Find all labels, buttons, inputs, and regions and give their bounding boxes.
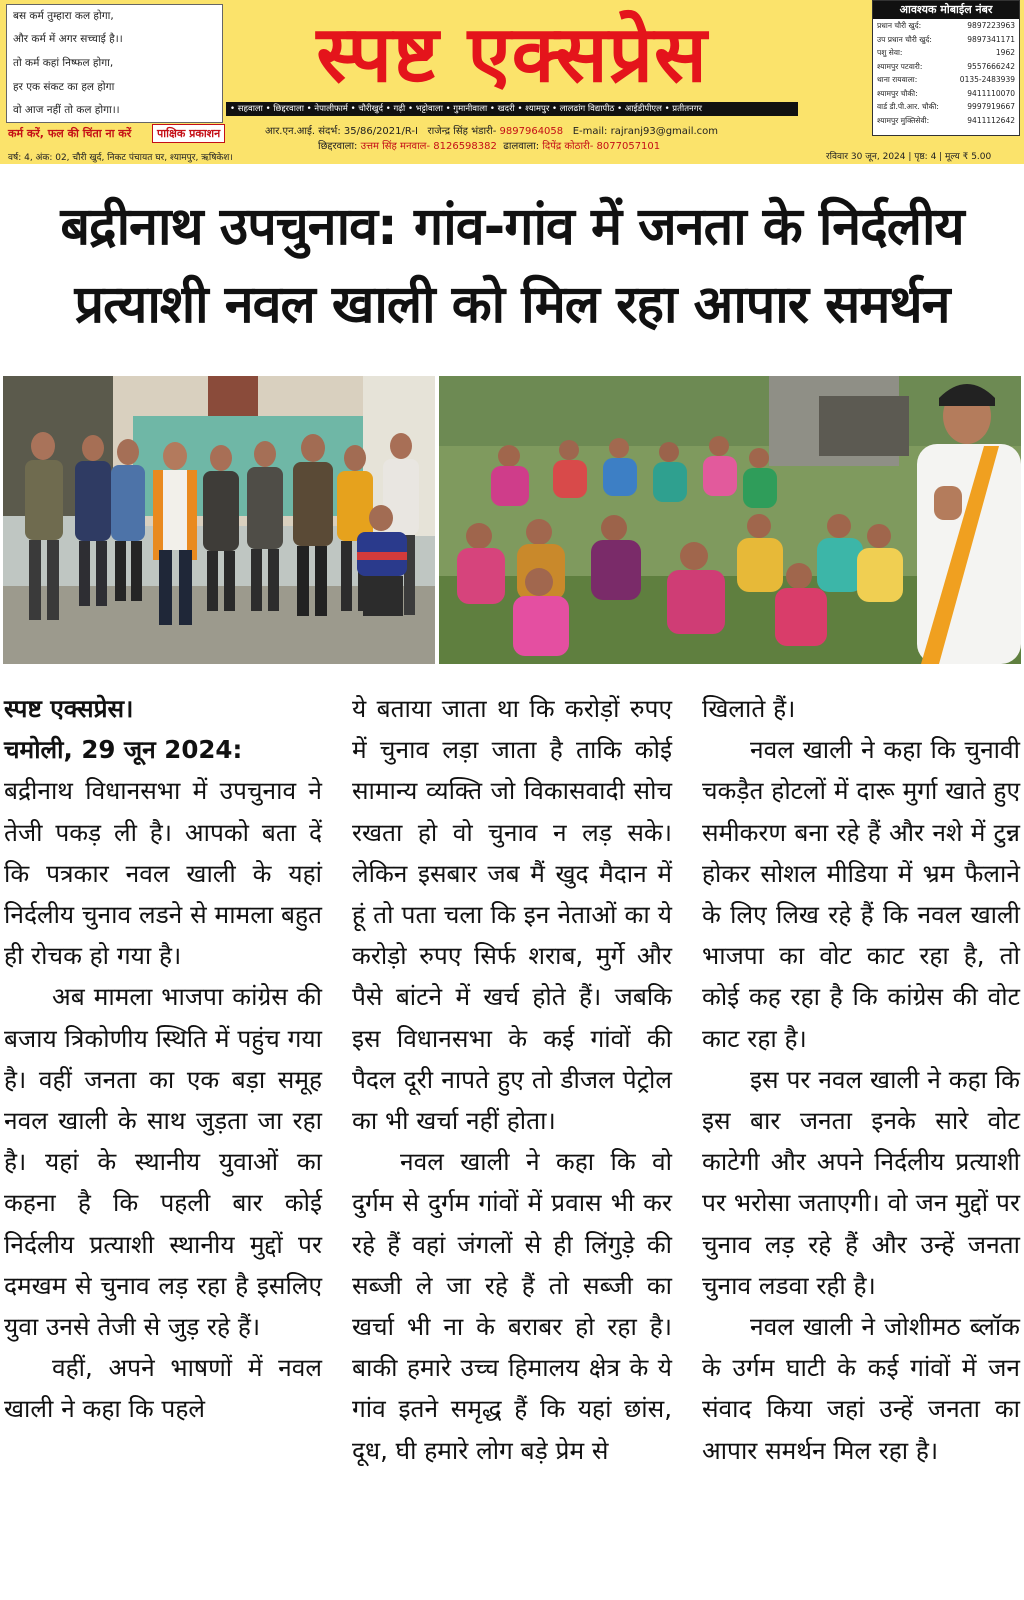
quote-box [6,4,223,123]
reg-number: आर.एन.आई. संदर्भ: 35/86/2021/R-I [265,126,418,137]
byline: स्पष्ट एक्सप्रेस। [4,694,134,723]
editor-phone: 9897964058 [499,126,564,137]
mobile-number: 9897223963 [967,21,1015,30]
mobile-number: 0135-2483939 [959,75,1015,84]
email-link[interactable]: rajranj93@gmail.com [610,126,719,137]
article-paragraph: अब मामला भाजपा कांग्रेस की बजाय त्रिकोणीय स्थिति में पहुंच गया है। वहीं जनता का एक बड़ा समूह नवल खाली के साथ जुड़ता जा रहा है। यहां के स्थानीय युवाओं का कहना है कि पहली बार कोई निर्दलीय प्रत्याशी स्थानीय मुद्दों पर दमखम से चुनाव लड़ रहा है इसलिए युवा उनसे तेजी से जुड़ रहे हैं। [4,982,322,1342]
tagline: कर्म करें, फल की चिंता ना करें [8,127,132,140]
mobile-number: 9557666242 [967,61,1015,71]
mobile-row [873,114,1019,128]
mobile-row [873,100,1019,114]
volume-line: वर्ष: 4, अंक: 02, चौरी खुर्द, निकट पंचायत घर, श्यामपुर, ऋषिकेश। [8,153,233,163]
mobile-label: श्यामपुर चौकी: [877,88,918,98]
headline-line-2: प्रत्याशी नवल खाली को मिल रहा आपार समर्थन [74,275,950,335]
article-column-1 [4,688,322,1430]
village-meeting-photo-icon [439,376,1021,664]
article-paragraph: वहीं, अपने भाषणों में नवल खाली ने कहा कि पहले [4,1353,322,1424]
date-line: रविवार 30 जून, 2024 | पृष्ठ: 4 | मूल्य ₹ 5.00 [826,152,992,162]
mobile-label: प्रधान चौरी खुर्द: [877,21,922,30]
masthead [0,0,1024,164]
mobile-row [873,73,1019,87]
article-paragraph: ये बताया जाता था कि करोड़ों रुपए में चुनाव लड़ा जाता है ताकि कोई सामान्य व्यक्ति जो विकासवादी सोच रखता हो वो चुनाव न लड़ सके। लेकिन इसबार जब मैं खुद मैदान में हूं तो पता चला कि इन नेताओं का ये करोड़ो रुपए सिर्फ शराब, मुर्गे और पैसे बांटने में खर्च होते हैं। जबकि इस विधानसभा के कई गांवों की पैदल दूरी नापते हुए तो डीजल पेट्रोल का भी खर्चा नहीं होता। [352,694,672,1136]
mobile-label: वार्ड डी.पी.आर. चौकी: [877,102,939,111]
article-paragraph: नवल खाली ने कहा कि वो दुर्गम से दुर्गम गांवों में प्रवास भी कर रहे हैं वहां जंगलों से ही लिंगुड़े की सब्जी ले जा रहे हैं तो सब्जी का खर्चा भी ना के बराबर हो रहा है। बाकी हमारे उच्च हिमालय क्षेत्र के ये गांव इतने समृद्ध हैं कि यहां छांस, दूध, घी हमारे लोग बड़े प्रेम से [352,1147,672,1465]
quote-line: बस कर्म तुम्हारा कल होगा, [13,10,114,22]
group-photo-icon [3,376,435,664]
mobile-row [873,60,1019,74]
office2-label: ढालवाला: [503,141,540,152]
article-paragraph: बद्रीनाथ विधानसभा में उपचुनाव ने तेजी पकड़ ली है। आपको बता दें कि पत्रकार नवल खाली के यहां निर्दलीय चुनाव लडने से मामला बहुत ही रोचक हो गया है। [4,776,322,971]
email-label: E-mail: [572,126,608,137]
mobile-row [873,33,1019,47]
mobile-label: उप प्रधान चौरी खुर्द: [877,34,932,44]
mobile-label: पशु सेवा: [877,48,903,57]
mobile-number: 9897341171 [967,34,1015,44]
mobile-number: 1962 [995,48,1015,57]
office1-contact: उत्तम सिंह मनवाल- 8126598382 [360,141,497,152]
mobile-number: 9411112642 [967,115,1015,125]
office1-label: छिद्दरवाला: [318,141,358,152]
article-column-2 [352,688,672,1471]
newspaper-logo: स्पष्ट एक्सप्रेस [316,10,708,100]
dateline: चमोली, 29 जून 2024: [4,735,243,765]
village-meeting-photo [439,376,1021,664]
office-contacts [318,138,660,152]
group-photo [3,376,435,664]
headline-line-1: बद्रीनाथ उपचुनाव: गांव-गांव में जनता के निर्दलीय [60,197,964,257]
mobile-label: थाना रायवाला: [877,75,918,84]
mobile-row [873,46,1019,60]
mobile-box-title: आवश्यक मोबाईल नंबर [873,1,1019,19]
mobile-row [873,19,1019,33]
mobile-label: श्यामपुर पटवारी: [877,61,923,71]
article-paragraph: इस पर नवल खाली ने कहा कि इस बार जनता इनके सारे वोट काटेगी और अपने निर्दलीय प्रत्याशी पर भरोसा जताएगी। वो जन मुद्दों पर चुनाव लड़ रहे हैं और उन्हें जनता चुनाव लडवा रही है। [702,1064,1020,1300]
article-column-3 [702,688,1020,1471]
publication-type-badge: पाक्षिक प्रकाशन [152,124,225,143]
registration-info [265,123,718,137]
quote-line: और कर्म में अगर सच्चाई है।। [13,33,123,45]
mobile-number: 9997919667 [967,102,1015,111]
office2-contact: दिपेंद्र कोठारी- 8077057101 [542,141,661,152]
article-paragraph: नवल खाली ने कहा कि चुनावी चकड़ैत होटलों में दारू मुर्गा खाते हुए समीकरण बना रहे हैं और नशे में टुन्न होकर सोशल मीडिया में भ्रम फैलाने के लिए लिख रहे हैं कि नवल खाली भाजपा का वोट काट रहा है, तो कोई कह रहा है कि कांग्रेस की वोट काट रहा है। [702,735,1020,1053]
mobile-row [873,87,1019,101]
mobile-number: 9411110070 [967,88,1015,98]
quote-line: हर एक संकट का हल होगा [13,81,115,93]
article-paragraph: नवल खाली ने जोशीमठ ब्लॉक के उर्गम घाटी के कई गांवों में जन संवाद किया जहां उन्हें जनता का आपार समर्थन मिल रहा है। [702,1312,1020,1465]
mobile-label: श्यामपुर मुक्तिसेवी: [877,115,930,125]
locations-strip: • सहवाला • छिद्दरवाला • नेपालीफार्म • चौरीखुर्द • गढ़ी • भट्टोवाला • गुमानीवाला • खदरी • श्यामपुर • लालढांग विद्यापीठ • आईडीपीएल • प्रतीतनगर [226,102,798,116]
headline [0,188,1024,344]
article-paragraph: खिलाते हैं। [702,694,796,723]
quote-line: वो आज नहीं तो कल होगा।। [13,104,120,116]
editor-name: राजेन्द्र सिंह भंडारी- [427,126,497,137]
quote-line: तो कर्म कहां निष्फल होगा, [13,57,114,69]
mobile-numbers-box [872,0,1020,136]
